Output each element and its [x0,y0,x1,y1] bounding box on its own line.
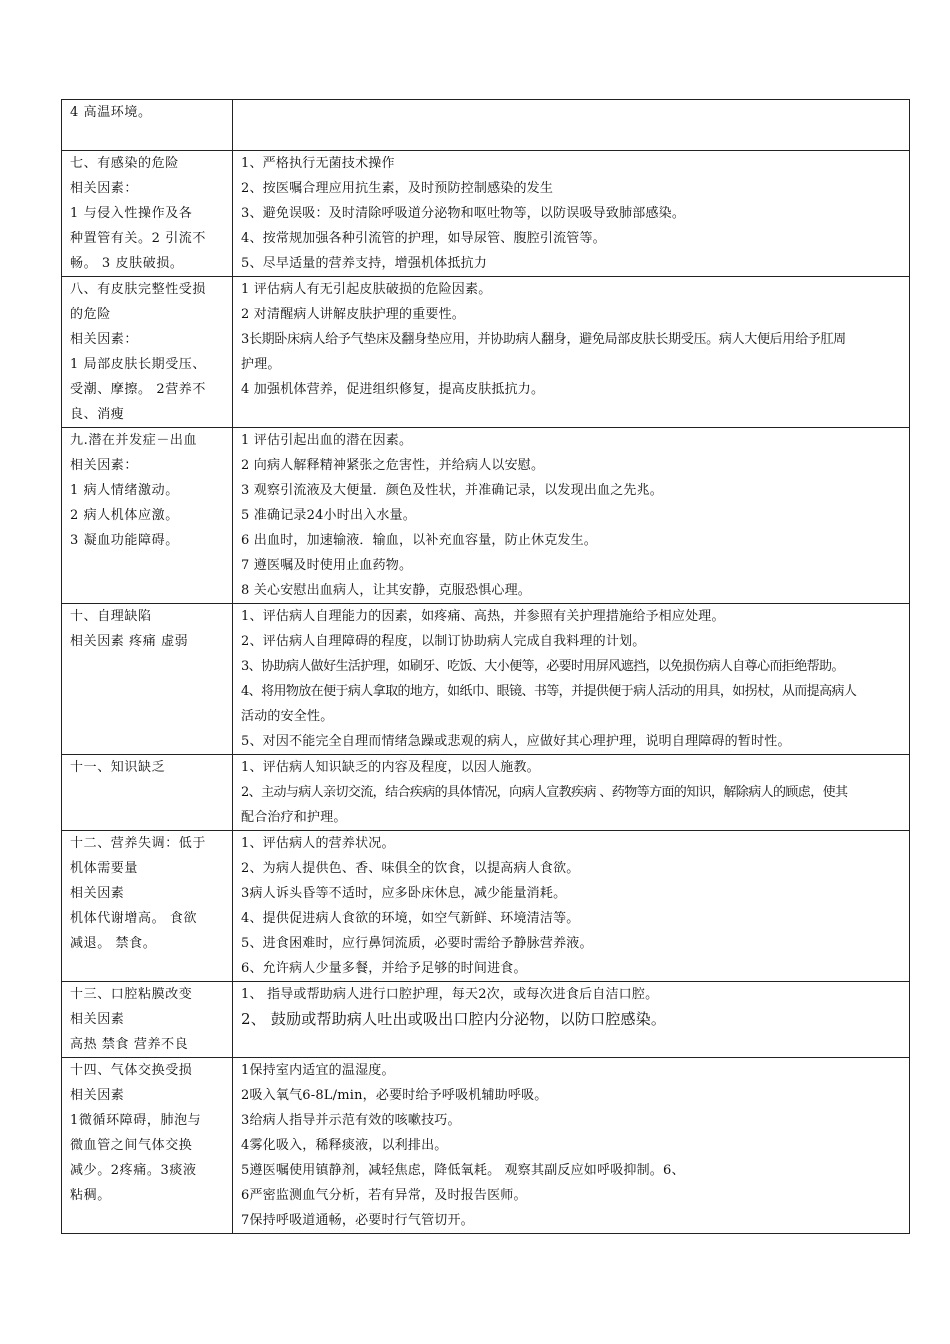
nursing-measures-cell [233,831,910,982]
measure-line: 护理。 [241,357,281,372]
measure-line: 2 对清醒病人讲解皮肤护理的重要性。 [241,307,466,322]
nursing-measures-cell [233,982,910,1058]
measure-line: 3 观察引流液及大便量．颜色及性状，并准确记录，以发现出血之先兆。 [241,483,664,498]
diagnosis-line: 高热 禁食 营养不良 [70,1037,189,1052]
table-body [62,100,910,1234]
table-row [62,604,910,755]
nursing-diagnosis-cell [62,100,233,151]
nursing-diagnosis-cell [62,277,233,428]
measure-line: 1 评估病人有无引起皮肤破损的危险因素。 [241,282,492,297]
diagnosis-line: 相关因素： [70,181,139,196]
measure-line: 4、将用物放在便于病人拿取的地方，如纸巾、眼镜、书等，并提供便于病人活动的用具，如拐杖，从而提高病人 [241,684,857,699]
nursing-diagnosis-cell [62,1058,233,1234]
diagnosis-line: 1 病人情绪激动。 [70,483,179,498]
diagnosis-line: 3 凝血功能障碍。 [70,533,179,548]
diagnosis-line: 4 高温环境。 [70,105,152,120]
measure-line: 4 加强机体营养，促进组织修复，提高皮肤抵抗力。 [241,382,545,397]
table-row [62,100,910,151]
nursing-measures-cell [233,428,910,604]
diagnosis-line: 机体代谢增高。 食欲 [70,911,198,926]
measure-line: 3、协助病人做好生活护理，如刷牙、吃饭、大小便等，必要时用屏风遮挡，以免损伤病人自尊心而拒绝帮助。 [241,659,844,674]
nursing-measures-cell [233,100,910,151]
diagnosis-line: 十三、口腔粘膜改变 [70,987,193,1002]
measure-line: 1、评估病人的营养状况。 [241,836,395,851]
table-row [62,1058,910,1234]
table-row [62,982,910,1058]
nursing-measures-cell [233,1058,910,1234]
diagnosis-line: 相关因素 疼痛 虚弱 [70,634,189,649]
measure-line: 2、主动与病人亲切交流，结合疾病的具体情况，向病人宣教疾病 、药物等方面的知识，解除病人的顾虑，使其 [241,785,848,800]
measure-line: 1保持室内适宜的温湿度。 [241,1063,395,1078]
diagnosis-line: 十一、知识缺乏 [70,760,166,775]
measure-line: 活动的安全性。 [241,709,334,724]
diagnosis-line: 机体需要量 [70,861,139,876]
measure-line: 4雾化吸入，稀释痰液，以利排出。 [241,1138,448,1153]
nursing-measures-cell [233,755,910,831]
nursing-measures-cell [233,277,910,428]
measure-line: 2、 鼓励或帮助病人吐出或吸出口腔内分泌物，以防口腔感染。 [241,1010,667,1028]
nursing-measures-cell [233,604,910,755]
nursing-diagnosis-cell [62,982,233,1058]
nursing-diagnosis-cell [62,604,233,755]
measure-line: 3病人诉头昏等不适时，应多卧床休息，减少能量消耗。 [241,886,567,901]
measure-line: 5遵医嘱使用镇静剂，减轻焦虑，降低氧耗。 观察其副反应如呼吸抑制。6、 [241,1163,685,1178]
nursing-care-table [61,99,910,1234]
measure-line: 3、避免误吸：及时清除呼吸道分泌物和呕吐物等，以防误吸导致肺部感染。 [241,206,686,221]
measure-line: 7保持呼吸道通畅，必要时行气管切开。 [241,1213,474,1228]
diagnosis-line: 良、消瘦 [70,407,125,422]
diagnosis-line: 十、自理缺陷 [70,609,152,624]
measure-line: 3给病人指导并示范有效的咳嗽技巧。 [241,1113,461,1128]
diagnosis-line: 八、有皮肤完整性受损 [70,282,207,297]
nursing-diagnosis-cell [62,151,233,277]
measure-line: 6、允许病人少量多餐，并给予足够的时间进食。 [241,961,527,976]
diagnosis-line: 畅。 3 皮肤破损。 [70,256,184,271]
diagnosis-line: 的危险 [70,307,111,322]
measure-line: 7 遵医嘱及时使用止血药物。 [241,558,413,573]
diagnosis-line: 受潮、摩擦。 2营养不 [70,382,207,397]
table-row [62,277,910,428]
diagnosis-line: 相关因素： [70,458,139,473]
measure-line: 1、评估病人自理能力的因素，如疼痛、高热，并参照有关护理措施给予相应处理。 [241,609,725,624]
table-row [62,151,910,277]
diagnosis-line: 十二、营养失调：低于 [70,836,207,851]
measure-line: 1、评估病人知识缺乏的内容及程度，以因人施教。 [241,760,540,775]
diagnosis-line: 减少。2疼痛。3痰液 [70,1163,197,1178]
diagnosis-line: 1 与侵入性操作及各 [70,206,193,221]
diagnosis-line: 1 局部皮肤长期受压、 [70,357,207,372]
nursing-diagnosis-cell [62,428,233,604]
nursing-diagnosis-cell [62,831,233,982]
measure-line: 8 关心安慰出血病人，让其安静，克服恐惧心理。 [241,583,532,598]
measure-line: 2、为病人提供色、香、味俱全的饮食，以提高病人食欲。 [241,861,580,876]
measure-line: 5、尽早适量的营养支持，增强机体抵抗力 [241,256,488,271]
measure-line: 1 评估引起出血的潜在因素。 [241,433,413,448]
nursing-measures-cell [233,151,910,277]
diagnosis-line: 1微循环障碍，肺泡与 [70,1113,202,1128]
measure-line: 6严密监测血气分析，若有异常，及时报告医师。 [241,1188,527,1203]
diagnosis-line: 相关因素 [70,1012,125,1027]
measure-line: 4、按常规加强各种引流管的护理，如导尿管、腹腔引流管等。 [241,231,606,246]
measure-line: 1、严格执行无菌技术操作 [241,156,395,171]
diagnosis-line: 相关因素： [70,332,139,347]
measure-line: 2、按医嘱合理应用抗生素，及时预防控制感染的发生 [241,181,554,196]
measure-line: 4、提供促进病人食欲的环境，如空气新鲜、环境清洁等。 [241,911,580,926]
diagnosis-line: 十四、气体交换受损 [70,1063,193,1078]
measure-line: 2、评估病人自理障碍的程度，以制订协助病人完成自我料理的计划。 [241,634,646,649]
diagnosis-line: 相关因素 [70,1088,125,1103]
measure-line: 3长期卧床病人给予气垫床及翻身垫应用，并协助病人翻身，避免局部皮肤长期受压。病人大便后用给予肛周 [241,332,846,347]
diagnosis-line: 减退。 禁食。 [70,936,157,951]
diagnosis-line: 相关因素 [70,886,125,901]
measure-line: 5、进食困难时，应行鼻饲流质，必要时需给予静脉营养液。 [241,936,593,951]
nursing-diagnosis-cell [62,755,233,831]
diagnosis-line: 九.潜在并发症－出血 [70,433,198,448]
table-row [62,428,910,604]
measure-line: 2 向病人解释精神紧张之危害性，并给病人以安慰。 [241,458,545,473]
diagnosis-line: 种置管有关。2 引流不 [70,231,207,246]
table-row [62,831,910,982]
measure-line: 5 准确记录24小时出入水量。 [241,508,416,523]
diagnosis-line: 2 病人机体应激。 [70,508,179,523]
measure-line: 配合治疗和护理。 [241,810,347,825]
measure-line: 2吸入氧气6-8L/min，必要时给予呼吸机辅助呼吸。 [241,1088,548,1103]
measure-line: 5、对因不能完全自理而情绪急躁或悲观的病人，应做好其心理护理，说明自理障碍的暂时性。 [241,734,791,749]
diagnosis-line: 微血管之间气体交换 [70,1138,193,1153]
table-row [62,755,910,831]
diagnosis-line: 七、有感染的危险 [70,156,179,171]
measure-line: 1、 指导或帮助病人进行口腔护理，每天2次，或每次进食后自洁口腔。 [241,987,659,1002]
measure-line: 6 出血时，加速输液．输血，以补充血容量，防止休克发生。 [241,533,598,548]
diagnosis-line: 粘稠。 [70,1188,111,1203]
